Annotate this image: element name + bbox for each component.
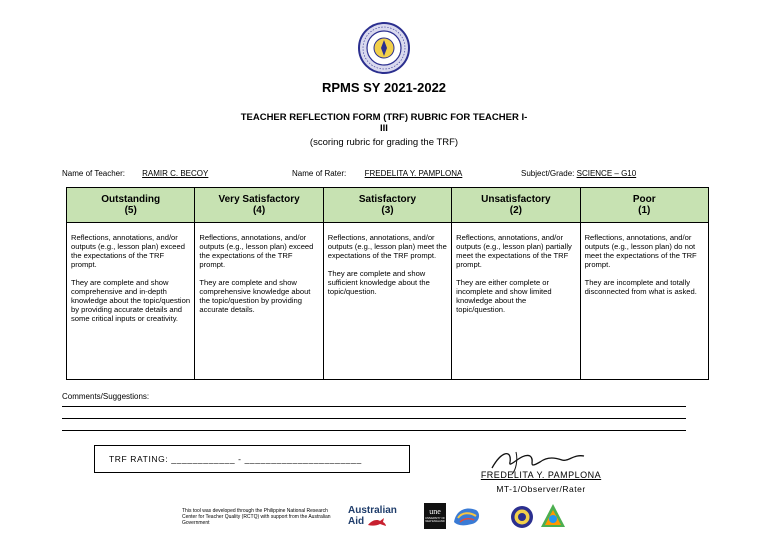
form-title: TEACHER REFLECTION FORM (TRF) RUBRIC FOR TEACHER I- III — [240, 112, 528, 134]
trf-rating-box — [94, 445, 410, 473]
subject-value: SCIENCE – G10 — [576, 169, 637, 178]
rater-field — [292, 169, 478, 178]
column-header: Satisfactory (3) — [323, 188, 451, 223]
rctq-seal-icon — [510, 505, 534, 529]
rubric-cell: Reflections, annotations, and/or outputs (e.g., lesson plan) partially meet the expectations of the TRF prompt. They are either complete or incomplete and show limited knowledge about the topic/question. — [452, 223, 580, 380]
teacher-field — [62, 169, 223, 178]
comments-label: Comments/Suggestions: — [62, 392, 150, 401]
rubric-header-row — [67, 188, 709, 223]
une-logo: une UNIVERSITY OF NEW ENGLAND — [424, 503, 446, 529]
column-header: Poor (1) — [580, 188, 708, 223]
rctq-logo-icon — [540, 503, 566, 529]
australian-aid-logo: Australian Aid — [348, 505, 397, 527]
rubric-description-row — [67, 223, 709, 380]
rubric-table — [66, 187, 709, 380]
trf-rating-label: TRF RATING: ____________ - ______________________ — [109, 454, 362, 464]
rubric-cell: Reflections, annotations, and/or outputs (e.g., lesson plan) meet the expectations of the TRF prompt. They are complete and show sufficient knowledge about the topic/question. — [323, 223, 451, 380]
column-header: Unsatisfactory (2) — [452, 188, 580, 223]
rater-label: Name of Rater: — [292, 169, 347, 178]
column-header: Outstanding (5) — [67, 188, 195, 223]
teacher-value: RAMIR C. BECOY — [142, 169, 209, 178]
rubric-cell: Reflections, annotations, and/or outputs (e.g., lesson plan) exceed the expectations of the TRF prompt. They are complete and show comprehensive and in-depth knowledge about the topic/question by providing accurate details and some critical inputs or creativity. — [67, 223, 195, 380]
column-header: Very Satisfactory (4) — [195, 188, 323, 223]
subject-label: Subject/Grade: — [521, 169, 575, 178]
subject-field — [521, 169, 636, 178]
signatory-name: FREDELITA Y. PAMPLONA — [480, 470, 602, 480]
page-title: RPMS SY 2021-2022 — [321, 80, 447, 95]
form-subtitle: (scoring rubric for grading the TRF) — [309, 137, 459, 148]
kangaroo-icon — [367, 517, 387, 527]
teacher-label: Name of Teacher: — [62, 169, 125, 178]
comment-line — [62, 418, 686, 419]
signatory-role: MT-1/Observer/Rater — [496, 484, 586, 494]
rater-value: FREDELITA Y. PAMPLONA — [364, 169, 463, 178]
rubric-cell: Reflections, annotations, and/or outputs (e.g., lesson plan) exceed the expectations of the TRF prompt. They are complete and show comprehensive knowledge about the topic/question by providing accurate details. — [195, 223, 323, 380]
comment-line — [62, 406, 686, 407]
comment-line — [62, 430, 686, 431]
scenarios-logo-icon — [452, 504, 482, 528]
rubric-cell: Reflections, annotations, and/or outputs (e.g., lesson plan) do not meet the expectations of the TRF prompt. They are incomplete and totally disconnected from what is asked. — [580, 223, 708, 380]
credit-text: This tool was developed through the Philippine National Research Center for Teacher Quality (RCTQ) with support from the Australian Government — [182, 508, 331, 526]
deped-seal-icon — [358, 22, 410, 74]
